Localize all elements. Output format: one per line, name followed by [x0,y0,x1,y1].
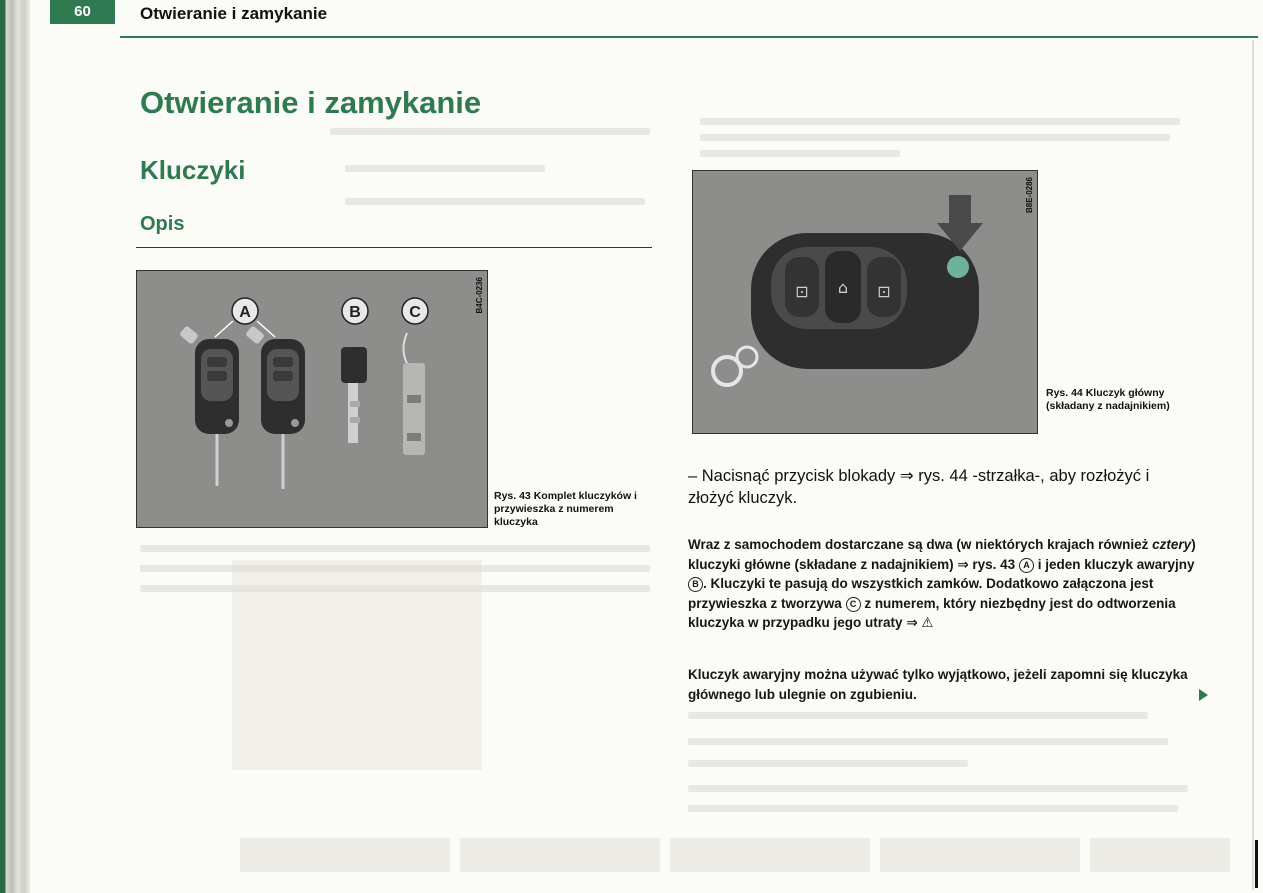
text-run: Wraz z samochodem dostarczane są dwa (w niektórych krajach również [688,537,1153,552]
figure-43-caption: Rys. 43 Komplet kluczyków i przywieszka z numerem kluczyka [494,490,637,528]
ghost-bleed [140,585,650,592]
ghost-bleed [140,545,650,552]
ghost-bleed [688,760,968,767]
svg-text:⌂: ⌂ [837,278,849,297]
svg-text:B: B [349,304,361,321]
page-edge [1252,40,1254,890]
instruction-step: – Nacisnąć przycisk blokady ⇒ rys. 44 -strzałka-, aby rozłożyć i złożyć kluczyk. [688,467,1150,507]
figure-44-main-key [692,170,1038,434]
text-run: . Kluczyki te pasują do wszystkich zamków. Dodatkowo załączona jest przywieszka z tworzywa [688,576,1154,611]
book-spine [0,0,30,893]
text-italic: cztery [1152,537,1192,552]
ghost-bleed [700,150,900,157]
section-title: Kluczyki [140,155,246,185]
ghost-bleed [688,712,1148,719]
text-run: z numerem, który niezbędny jest do odtworzenia kluczyka w przypadku jego utraty ⇒ [688,595,1176,630]
figure-code: B8E-0286 [1025,177,1034,214]
ghost-bleed [345,198,645,205]
ghost-bleed [140,565,650,572]
paragraph-emergency-key: Kluczyk awaryjny można używać tylko wyjątkowo, jeżeli zapomni się kluczyka głównego lub ulegnie on zgubieniu. [688,667,1188,702]
ghost-bleed [700,134,1170,141]
running-title: Otwieranie i zamykanie [140,4,328,23]
text-run: ) kluczyki główne (składane z nadajnikiem) ⇒ rys. 43 [688,537,1196,572]
ghost-footer [1090,838,1230,872]
page-edge-mark [1255,840,1258,888]
svg-text:⊡: ⊡ [877,282,891,301]
ghost-bleed [688,805,1178,812]
main-key-illustration [693,171,1038,434]
page-number: 60 [50,0,115,24]
ghost-footer [880,838,1080,872]
key-set-illustration [137,271,488,528]
subsection-rule [136,247,652,248]
continue-arrow-icon [1199,689,1208,701]
ghost-bleed [688,785,1188,792]
text-run: i jeden kluczyk awaryjny [1033,556,1195,572]
subsection-title: Opis [140,213,185,235]
ghost-bleed [345,165,545,172]
circle-label-a: A [1019,558,1034,573]
figure-44-caption: Rys. 44 Kluczyk główny (składany z nadajnikiem) [1046,387,1170,412]
header-rule [120,36,1258,38]
svg-text:A: A [239,304,251,321]
ghost-bleed [688,738,1168,745]
svg-text:C: C [409,304,421,321]
figure-code: B4C-0236 [475,277,484,314]
ghost-bleed [330,128,650,135]
ghost-footer [240,838,450,872]
figure-43-key-set [136,270,488,528]
paragraph-keys-description [688,535,1208,633]
svg-text:⊡: ⊡ [795,282,809,301]
ghost-footer [670,838,870,872]
ghost-footer [460,838,660,872]
circle-label-c: C [846,597,861,612]
warning-icon: ⚠ [921,615,934,630]
chapter-title: Otwieranie i zamykanie [140,85,482,120]
ghost-bleed [700,118,1180,125]
circle-label-b: B [688,577,703,592]
